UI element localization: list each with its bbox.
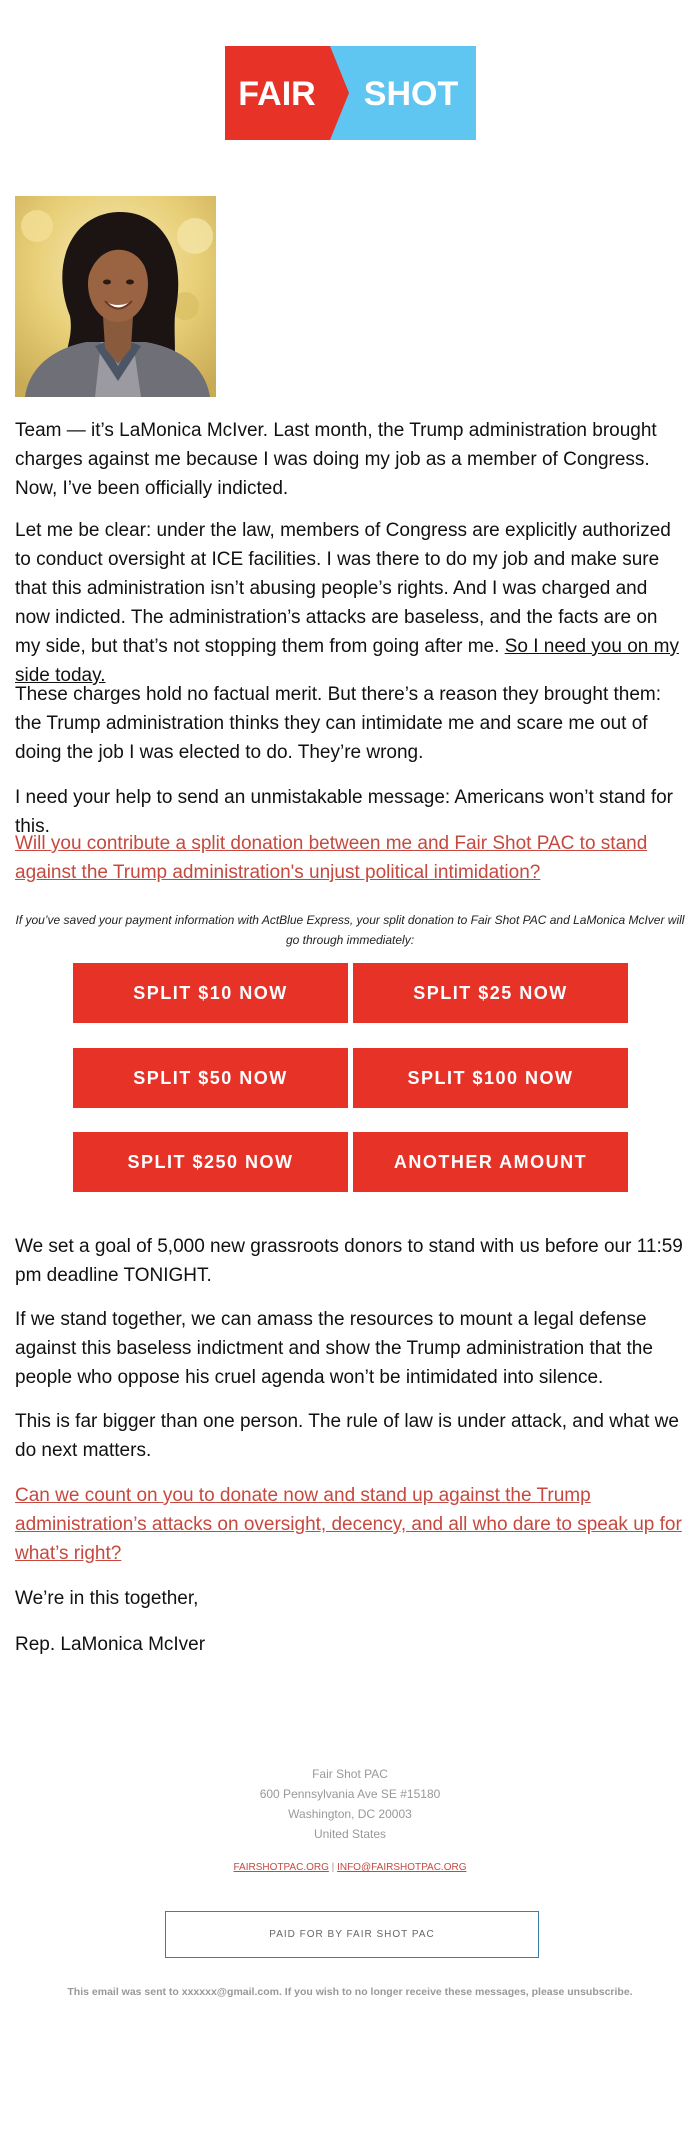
oversight-paragraph [15,516,685,690]
on-my-side-underline: So I need you on my side today. [15,636,679,686]
donate-link-paragraph [15,829,685,887]
stand-together-paragraph: If we stand together, we can amass the resources to mount a legal defense against this baseless indictment and show the Trump administration that the people who oppose his cruel agenda won’t be intimidated into silence. [15,1309,653,1388]
unsubscribe-notice: This email was sent to xxxxxx@gmail.com. If you wish to no longer receive these messages, please unsubscribe. [67,1986,633,1998]
another-amount-button[interactable]: ANOTHER AMOUNT [353,1132,628,1192]
split-50-button[interactable]: SPLIT $50 NOW [73,1048,348,1108]
rule-of-law-paragraph: This is far bigger than one person. The rule of law is under attack, and what we do next matters. [15,1411,679,1461]
logo-text-fair: FAIR [238,75,316,113]
footer-street: 600 Pennsylvania Ave SE #15180 [259,1787,441,1801]
goal-paragraph: We set a goal of 5,000 new grassroots donors to stand with us before our 11:59 pm deadline TONIGHT. [15,1236,683,1286]
intro-paragraph: Team — it’s LaMonica McIver. Last month, the Trump administration brought charges against me because I was doing my job as a member of Congress. Now, I’ve been officially indicted. [15,420,657,499]
footer-country: United States [313,1827,387,1841]
closing-line: We’re in this together, [15,1588,199,1609]
message-paragraph: I need your help to send an unmistakable message: Americans won’t stand for this. [15,787,673,837]
split-donation-link[interactable]: Will you contribute a split donation between me and Fair Shot PAC to stand against the Trump administration's unjust political intimidation? [15,833,648,883]
email-link[interactable]: INFO@FAIRSHOTPAC.ORG [337,1862,467,1873]
count-on-you-link[interactable]: Can we count on you to donate now and stand up against the Trump administration’s attacks on oversight, decency, and all who dare to speak up for what’s right? [15,1485,682,1564]
split-100-button[interactable]: SPLIT $100 NOW [353,1048,628,1108]
footer-city: Washington, DC 20003 [288,1807,412,1821]
split-10-button[interactable]: SPLIT $10 NOW [73,963,348,1023]
footer-links [0,1862,700,1873]
oversight-paragraph-text: Let me be clear: under the law, members of Congress are explicitly authorized to conduct oversight at ICE facilities. I was there to do my job and make sure that this administration isn’t abusing people’s rights. And I was charged and now indicted. The administration’s attacks are baseless, and the facts are on my side, but that’s not stopping them from going after me. [15,520,671,657]
paid-for-disclaimer: PAID FOR BY FAIR SHOT PAC [165,1911,539,1958]
footer-link-separator: | [331,1862,335,1873]
portrait-photo [15,196,216,397]
signature: Rep. LaMonica McIver [15,1634,206,1655]
count-on-you-paragraph [15,1481,685,1568]
fair-shot-logo [225,46,476,140]
website-link[interactable]: FAIRSHOTPAC.ORG [233,1862,329,1873]
footer-org-name: Fair Shot PAC [312,1767,388,1781]
split-25-button[interactable]: SPLIT $25 NOW [353,963,628,1023]
charges-paragraph: These charges hold no factual merit. But there’s a reason they brought them: the Trump administration thinks they can intimidate me and scare me out of doing the job I was elected to do. They’re wrong. [15,684,662,763]
logo-text-shot: SHOT [363,75,459,113]
actblue-express-note: If you’ve saved your payment information with ActBlue Express, your split donation to Fair Shot PAC and LaMonica McIver will go through immediately: [15,913,685,947]
split-250-button[interactable]: SPLIT $250 NOW [73,1132,348,1192]
